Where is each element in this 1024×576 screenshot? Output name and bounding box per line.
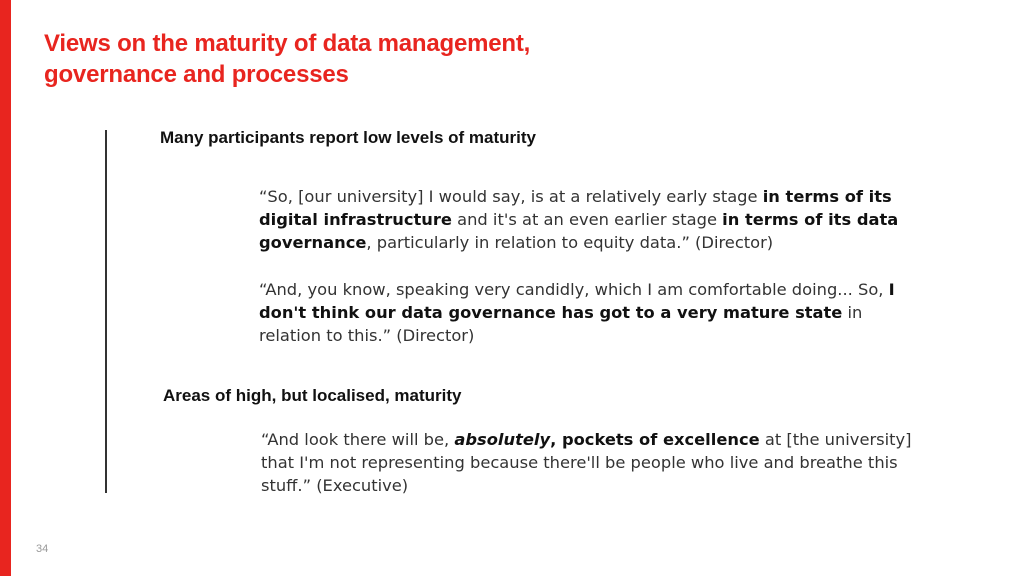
slide-title-line-1: Views on the maturity of data management, — [44, 30, 531, 57]
page-number: 34 — [36, 543, 49, 555]
quote-text: in relation to this.” (Director) — [259, 303, 863, 346]
quote-digital-infrastructure — [259, 185, 919, 255]
slide-title — [44, 28, 744, 90]
quote-text: and it's at an even earlier stage — [451, 210, 723, 230]
accent-bar — [0, 0, 11, 576]
quote-pockets-of-excellence — [261, 428, 921, 498]
section-heading-localised-maturity: Areas of high, but localised, maturity — [163, 386, 462, 405]
vertical-divider — [105, 130, 107, 493]
quote-data-governance — [259, 278, 919, 348]
slide-title-line-2: governance and processes — [44, 61, 349, 88]
quote-text: “And look there will be, — [261, 430, 455, 449]
quote-emphasis: in terms of its digital infrastructure — [259, 187, 892, 230]
quote-text: , particularly in relation to equity data.” (Director) — [366, 233, 774, 253]
quote-emphasis: , pockets of excellence — [550, 430, 760, 449]
quote-emphasis: in terms of its data governance — [259, 210, 899, 253]
quote-text: at [the university] that I'm not representing because there'll be people who live and breathe this stuff.” (Executive) — [261, 430, 912, 496]
section-heading-low-maturity: Many participants report low levels of maturity — [160, 128, 536, 147]
quote-emphasis-italic: absolutely — [454, 430, 551, 449]
quote-emphasis: I don't think our data governance has got to a very mature state — [259, 280, 895, 323]
quote-emphasis — [454, 430, 550, 449]
quote-text: “And, you know, speaking very candidly, which I am comfortable doing... So, — [259, 280, 889, 299]
quote-text: “So, [our university] I would say, is at a relatively early stage — [259, 187, 763, 206]
